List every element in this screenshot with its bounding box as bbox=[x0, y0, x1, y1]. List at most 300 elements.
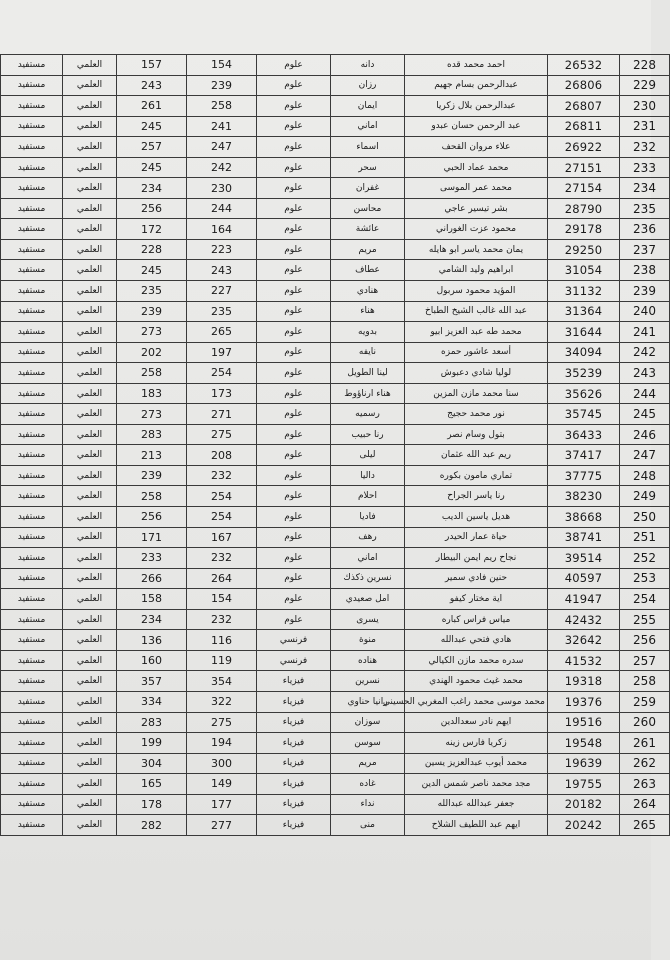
table-row bbox=[1, 733, 670, 754]
subject-cell: علوم bbox=[257, 239, 331, 260]
subject-score-cell: 116 bbox=[187, 630, 257, 651]
total-score-cell: 178 bbox=[117, 794, 187, 815]
student-name-cell: عبد الرحمن حسان عبدو bbox=[405, 116, 548, 137]
student-name-cell: أسعد عاشور حمزه bbox=[405, 342, 548, 363]
table-row bbox=[1, 445, 670, 466]
total-score-cell: 202 bbox=[117, 342, 187, 363]
status-cell: مستفيد bbox=[1, 712, 63, 733]
table-row bbox=[1, 753, 670, 774]
subject-score-cell: 235 bbox=[187, 301, 257, 322]
subject-score-cell: 227 bbox=[187, 281, 257, 302]
total-score-cell: 199 bbox=[117, 733, 187, 754]
sequence-number-cell: 239 bbox=[620, 281, 670, 302]
mother-name-cell: ايمان bbox=[331, 96, 405, 117]
subject-cell: علوم bbox=[257, 116, 331, 137]
status-cell: مستفيد bbox=[1, 630, 63, 651]
subject-score-cell: 208 bbox=[187, 445, 257, 466]
subject-cell: علوم bbox=[257, 404, 331, 425]
student-name-cell: نور محمد حجيج bbox=[405, 404, 548, 425]
table-row bbox=[1, 424, 670, 445]
mother-name-cell: محاسن bbox=[331, 198, 405, 219]
subject-score-cell: 264 bbox=[187, 568, 257, 589]
subject-score-cell: 149 bbox=[187, 774, 257, 795]
branch-cell: العلمي bbox=[63, 219, 117, 240]
exam-number-cell: 34094 bbox=[548, 342, 620, 363]
subject-score-cell: 254 bbox=[187, 486, 257, 507]
total-score-cell: 243 bbox=[117, 75, 187, 96]
mother-name-cell: رانيا حناوي bbox=[331, 691, 405, 712]
mother-name-cell: اسماء bbox=[331, 137, 405, 158]
total-score-cell: 245 bbox=[117, 116, 187, 137]
exam-number-cell: 32642 bbox=[548, 630, 620, 651]
subject-cell: فيزياء bbox=[257, 794, 331, 815]
mother-name-cell: هناء ارناؤوط bbox=[331, 383, 405, 404]
sequence-number-cell: 246 bbox=[620, 424, 670, 445]
branch-cell: العلمي bbox=[63, 691, 117, 712]
subject-score-cell: 167 bbox=[187, 527, 257, 548]
subject-cell: علوم bbox=[257, 322, 331, 343]
status-cell: مستفيد bbox=[1, 548, 63, 569]
subject-score-cell: 277 bbox=[187, 815, 257, 836]
total-score-cell: 304 bbox=[117, 753, 187, 774]
mother-name-cell: نسرين bbox=[331, 671, 405, 692]
subject-score-cell: 258 bbox=[187, 96, 257, 117]
exam-number-cell: 26807 bbox=[548, 96, 620, 117]
subject-score-cell: 173 bbox=[187, 383, 257, 404]
status-cell: مستفيد bbox=[1, 424, 63, 445]
student-name-cell: بتول وسام نصر bbox=[405, 424, 548, 445]
status-cell: مستفيد bbox=[1, 219, 63, 240]
mother-name-cell: عائشة bbox=[331, 219, 405, 240]
student-name-cell: هديل ياسين الديب bbox=[405, 507, 548, 528]
status-cell: مستفيد bbox=[1, 486, 63, 507]
branch-cell: العلمي bbox=[63, 589, 117, 610]
table-row bbox=[1, 178, 670, 199]
branch-cell: العلمي bbox=[63, 55, 117, 76]
subject-score-cell: 354 bbox=[187, 671, 257, 692]
mother-name-cell: ليلى bbox=[331, 445, 405, 466]
branch-cell: العلمي bbox=[63, 527, 117, 548]
exam-number-cell: 26811 bbox=[548, 116, 620, 137]
sequence-number-cell: 256 bbox=[620, 630, 670, 651]
mother-name-cell: فاديا bbox=[331, 507, 405, 528]
sequence-number-cell: 232 bbox=[620, 137, 670, 158]
status-cell: مستفيد bbox=[1, 383, 63, 404]
table-row bbox=[1, 75, 670, 96]
total-score-cell: 282 bbox=[117, 815, 187, 836]
subject-cell: علوم bbox=[257, 507, 331, 528]
subject-cell: علوم bbox=[257, 75, 331, 96]
student-name-cell: مياس فراس كباره bbox=[405, 609, 548, 630]
total-score-cell: 283 bbox=[117, 712, 187, 733]
status-cell: مستفيد bbox=[1, 322, 63, 343]
branch-cell: العلمي bbox=[63, 609, 117, 630]
exam-number-cell: 38668 bbox=[548, 507, 620, 528]
branch-cell: العلمي bbox=[63, 137, 117, 158]
subject-score-cell: 244 bbox=[187, 198, 257, 219]
subject-score-cell: 154 bbox=[187, 55, 257, 76]
sequence-number-cell: 264 bbox=[620, 794, 670, 815]
sequence-number-cell: 250 bbox=[620, 507, 670, 528]
mother-name-cell: دانه bbox=[331, 55, 405, 76]
table-row bbox=[1, 465, 670, 486]
exam-number-cell: 39514 bbox=[548, 548, 620, 569]
branch-cell: العلمي bbox=[63, 753, 117, 774]
total-score-cell: 266 bbox=[117, 568, 187, 589]
student-name-cell: يمان محمد ياسر ابو هايله bbox=[405, 239, 548, 260]
branch-cell: العلمي bbox=[63, 342, 117, 363]
subject-cell: علوم bbox=[257, 465, 331, 486]
exam-number-cell: 37775 bbox=[548, 465, 620, 486]
table-row bbox=[1, 404, 670, 425]
subject-score-cell: 197 bbox=[187, 342, 257, 363]
subject-cell: علوم bbox=[257, 589, 331, 610]
subject-score-cell: 247 bbox=[187, 137, 257, 158]
exam-number-cell: 42432 bbox=[548, 609, 620, 630]
branch-cell: العلمي bbox=[63, 465, 117, 486]
branch-cell: العلمي bbox=[63, 322, 117, 343]
mother-name-cell: اماني bbox=[331, 116, 405, 137]
subject-score-cell: 300 bbox=[187, 753, 257, 774]
total-score-cell: 213 bbox=[117, 445, 187, 466]
subject-score-cell: 265 bbox=[187, 322, 257, 343]
branch-cell: العلمي bbox=[63, 650, 117, 671]
table-row bbox=[1, 712, 670, 733]
sequence-number-cell: 238 bbox=[620, 260, 670, 281]
status-cell: مستفيد bbox=[1, 260, 63, 281]
branch-cell: العلمي bbox=[63, 260, 117, 281]
subject-score-cell: 275 bbox=[187, 424, 257, 445]
mother-name-cell: رزان bbox=[331, 75, 405, 96]
branch-cell: العلمي bbox=[63, 568, 117, 589]
student-name-cell: لوليا شادي دعبوش bbox=[405, 363, 548, 384]
student-name-cell: علاء مروان القحف bbox=[405, 137, 548, 158]
results-table bbox=[0, 54, 670, 836]
mother-name-cell: اماني bbox=[331, 548, 405, 569]
subject-score-cell: 177 bbox=[187, 794, 257, 815]
status-cell: مستفيد bbox=[1, 137, 63, 158]
total-score-cell: 171 bbox=[117, 527, 187, 548]
sequence-number-cell: 237 bbox=[620, 239, 670, 260]
mother-name-cell: منوة bbox=[331, 630, 405, 651]
subject-cell: فيزياء bbox=[257, 815, 331, 836]
exam-number-cell: 26806 bbox=[548, 75, 620, 96]
mother-name-cell: بدويه bbox=[331, 322, 405, 343]
exam-number-cell: 41947 bbox=[548, 589, 620, 610]
status-cell: مستفيد bbox=[1, 445, 63, 466]
sequence-number-cell: 258 bbox=[620, 671, 670, 692]
status-cell: مستفيد bbox=[1, 239, 63, 260]
student-name-cell: ايهم عبد اللطيف الشلاح bbox=[405, 815, 548, 836]
mother-name-cell: هناء bbox=[331, 301, 405, 322]
subject-cell: علوم bbox=[257, 281, 331, 302]
subject-score-cell: 322 bbox=[187, 691, 257, 712]
mother-name-cell: نسرين ذكذك bbox=[331, 568, 405, 589]
subject-score-cell: 119 bbox=[187, 650, 257, 671]
student-name-cell: سدره محمد مازن الكيالي bbox=[405, 650, 548, 671]
total-score-cell: 245 bbox=[117, 157, 187, 178]
subject-cell: علوم bbox=[257, 383, 331, 404]
sequence-number-cell: 263 bbox=[620, 774, 670, 795]
status-cell: مستفيد bbox=[1, 116, 63, 137]
subject-cell: فيزياء bbox=[257, 733, 331, 754]
status-cell: مستفيد bbox=[1, 404, 63, 425]
branch-cell: العلمي bbox=[63, 239, 117, 260]
branch-cell: العلمي bbox=[63, 774, 117, 795]
mother-name-cell: مريم bbox=[331, 239, 405, 260]
status-cell: مستفيد bbox=[1, 753, 63, 774]
exam-number-cell: 19318 bbox=[548, 671, 620, 692]
status-cell: مستفيد bbox=[1, 589, 63, 610]
subject-score-cell: 232 bbox=[187, 609, 257, 630]
table-row bbox=[1, 281, 670, 302]
sequence-number-cell: 230 bbox=[620, 96, 670, 117]
subject-score-cell: 154 bbox=[187, 589, 257, 610]
branch-cell: العلمي bbox=[63, 671, 117, 692]
mother-name-cell: امل صعيدي bbox=[331, 589, 405, 610]
subject-score-cell: 254 bbox=[187, 363, 257, 384]
sequence-number-cell: 260 bbox=[620, 712, 670, 733]
subject-score-cell: 230 bbox=[187, 178, 257, 199]
total-score-cell: 228 bbox=[117, 239, 187, 260]
mother-name-cell: عطاف bbox=[331, 260, 405, 281]
sequence-number-cell: 259 bbox=[620, 691, 670, 712]
student-name-cell: محمد غيث محمود الهندي bbox=[405, 671, 548, 692]
exam-number-cell: 35745 bbox=[548, 404, 620, 425]
total-score-cell: 233 bbox=[117, 548, 187, 569]
student-name-cell: احمد محمد قده bbox=[405, 55, 548, 76]
subject-cell: علوم bbox=[257, 178, 331, 199]
sequence-number-cell: 231 bbox=[620, 116, 670, 137]
exam-number-cell: 41532 bbox=[548, 650, 620, 671]
student-name-cell: محمد أيوب عبدالعزيز يسين bbox=[405, 753, 548, 774]
student-name-cell: نجاح ريم ايمن البيطار bbox=[405, 548, 548, 569]
branch-cell: العلمي bbox=[63, 157, 117, 178]
subject-cell: علوم bbox=[257, 260, 331, 281]
exam-number-cell: 29250 bbox=[548, 239, 620, 260]
mother-name-cell: رهف bbox=[331, 527, 405, 548]
branch-cell: العلمي bbox=[63, 363, 117, 384]
student-name-cell: محمد طه عبد العزيز ابيو bbox=[405, 322, 548, 343]
total-score-cell: 136 bbox=[117, 630, 187, 651]
table-row bbox=[1, 219, 670, 240]
mother-name-cell: منى bbox=[331, 815, 405, 836]
total-score-cell: 273 bbox=[117, 404, 187, 425]
status-cell: مستفيد bbox=[1, 671, 63, 692]
subject-score-cell: 164 bbox=[187, 219, 257, 240]
student-name-cell: تماري مامون بكوره bbox=[405, 465, 548, 486]
branch-cell: العلمي bbox=[63, 486, 117, 507]
table-row bbox=[1, 671, 670, 692]
sequence-number-cell: 254 bbox=[620, 589, 670, 610]
subject-cell: علوم bbox=[257, 55, 331, 76]
student-name-cell: محمد عمر الموسى bbox=[405, 178, 548, 199]
sequence-number-cell: 241 bbox=[620, 322, 670, 343]
branch-cell: العلمي bbox=[63, 424, 117, 445]
student-name-cell: عبدالرحمن بسام جهيم bbox=[405, 75, 548, 96]
status-cell: مستفيد bbox=[1, 774, 63, 795]
exam-number-cell: 35626 bbox=[548, 383, 620, 404]
subject-cell: علوم bbox=[257, 137, 331, 158]
student-name-cell: ابراهيم وليد الشامي bbox=[405, 260, 548, 281]
total-score-cell: 257 bbox=[117, 137, 187, 158]
subject-cell: علوم bbox=[257, 527, 331, 548]
table-row bbox=[1, 55, 670, 76]
exam-number-cell: 35239 bbox=[548, 363, 620, 384]
mother-name-cell: سوزان bbox=[331, 712, 405, 733]
exam-number-cell: 27151 bbox=[548, 157, 620, 178]
subject-cell: علوم bbox=[257, 445, 331, 466]
exam-number-cell: 27154 bbox=[548, 178, 620, 199]
student-name-cell: مجد محمد ناصر شمس الدين bbox=[405, 774, 548, 795]
sequence-number-cell: 243 bbox=[620, 363, 670, 384]
mother-name-cell: يسرى bbox=[331, 609, 405, 630]
exam-number-cell: 19516 bbox=[548, 712, 620, 733]
student-name-cell: زكريا فارس زينه bbox=[405, 733, 548, 754]
status-cell: مستفيد bbox=[1, 178, 63, 199]
mother-name-cell: غاده bbox=[331, 774, 405, 795]
total-score-cell: 258 bbox=[117, 363, 187, 384]
exam-number-cell: 26532 bbox=[548, 55, 620, 76]
table-row bbox=[1, 486, 670, 507]
branch-cell: العلمي bbox=[63, 75, 117, 96]
total-score-cell: 234 bbox=[117, 178, 187, 199]
student-name-cell: هادي فتحي عبدالله bbox=[405, 630, 548, 651]
total-score-cell: 273 bbox=[117, 322, 187, 343]
mother-name-cell: مريم bbox=[331, 753, 405, 774]
total-score-cell: 158 bbox=[117, 589, 187, 610]
exam-number-cell: 31054 bbox=[548, 260, 620, 281]
subject-score-cell: 232 bbox=[187, 465, 257, 486]
sequence-number-cell: 251 bbox=[620, 527, 670, 548]
student-name-cell: المؤيد محمود سربول bbox=[405, 281, 548, 302]
branch-cell: العلمي bbox=[63, 815, 117, 836]
subject-cell: فيزياء bbox=[257, 774, 331, 795]
sequence-number-cell: 247 bbox=[620, 445, 670, 466]
status-cell: مستفيد bbox=[1, 815, 63, 836]
sequence-number-cell: 234 bbox=[620, 178, 670, 199]
total-score-cell: 165 bbox=[117, 774, 187, 795]
exam-number-cell: 28790 bbox=[548, 198, 620, 219]
student-name-cell: بشر تيسير عاجي bbox=[405, 198, 548, 219]
subject-cell: علوم bbox=[257, 548, 331, 569]
student-name-cell: عبدالرحمن بلال زكريا bbox=[405, 96, 548, 117]
sequence-number-cell: 257 bbox=[620, 650, 670, 671]
subject-cell: فرنسي bbox=[257, 650, 331, 671]
student-name-cell: محمد موسى محمد راغب المغربي الحسيني bbox=[405, 691, 548, 712]
branch-cell: العلمي bbox=[63, 507, 117, 528]
branch-cell: العلمي bbox=[63, 383, 117, 404]
mother-name-cell: رسميه bbox=[331, 404, 405, 425]
table-row bbox=[1, 589, 670, 610]
status-cell: مستفيد bbox=[1, 507, 63, 528]
total-score-cell: 245 bbox=[117, 260, 187, 281]
sequence-number-cell: 233 bbox=[620, 157, 670, 178]
sequence-number-cell: 248 bbox=[620, 465, 670, 486]
subject-cell: علوم bbox=[257, 363, 331, 384]
exam-number-cell: 19548 bbox=[548, 733, 620, 754]
table-row bbox=[1, 609, 670, 630]
status-cell: مستفيد bbox=[1, 281, 63, 302]
table-row bbox=[1, 507, 670, 528]
student-name-cell: محمود عزت الغوراني bbox=[405, 219, 548, 240]
status-cell: مستفيد bbox=[1, 650, 63, 671]
exam-number-cell: 38741 bbox=[548, 527, 620, 548]
student-name-cell: ريم عبد الله عثمان bbox=[405, 445, 548, 466]
mother-name-cell: لينا الطويل bbox=[331, 363, 405, 384]
status-cell: مستفيد bbox=[1, 733, 63, 754]
subject-cell: علوم bbox=[257, 609, 331, 630]
exam-number-cell: 31644 bbox=[548, 322, 620, 343]
mother-name-cell: نداء bbox=[331, 794, 405, 815]
branch-cell: العلمي bbox=[63, 712, 117, 733]
subject-score-cell: 243 bbox=[187, 260, 257, 281]
sequence-number-cell: 244 bbox=[620, 383, 670, 404]
total-score-cell: 183 bbox=[117, 383, 187, 404]
sequence-number-cell: 261 bbox=[620, 733, 670, 754]
status-cell: مستفيد bbox=[1, 363, 63, 384]
student-name-cell: ايهم نادر سعدالدين bbox=[405, 712, 548, 733]
student-name-cell: سنا محمد مازن المزين bbox=[405, 383, 548, 404]
subject-cell: علوم bbox=[257, 157, 331, 178]
subject-cell: علوم bbox=[257, 424, 331, 445]
subject-score-cell: 239 bbox=[187, 75, 257, 96]
student-name-cell: رنا ياسر الجراح bbox=[405, 486, 548, 507]
sequence-number-cell: 255 bbox=[620, 609, 670, 630]
exam-number-cell: 29178 bbox=[548, 219, 620, 240]
subject-score-cell: 194 bbox=[187, 733, 257, 754]
status-cell: مستفيد bbox=[1, 157, 63, 178]
status-cell: مستفيد bbox=[1, 342, 63, 363]
total-score-cell: 256 bbox=[117, 198, 187, 219]
subject-cell: علوم bbox=[257, 198, 331, 219]
exam-number-cell: 36433 bbox=[548, 424, 620, 445]
exam-number-cell: 40597 bbox=[548, 568, 620, 589]
table-body bbox=[1, 55, 670, 836]
status-cell: مستفيد bbox=[1, 568, 63, 589]
status-cell: مستفيد bbox=[1, 96, 63, 117]
subject-score-cell: 232 bbox=[187, 548, 257, 569]
total-score-cell: 239 bbox=[117, 301, 187, 322]
subject-score-cell: 275 bbox=[187, 712, 257, 733]
branch-cell: العلمي bbox=[63, 794, 117, 815]
table-row bbox=[1, 691, 670, 712]
status-cell: مستفيد bbox=[1, 691, 63, 712]
exam-number-cell: 20242 bbox=[548, 815, 620, 836]
table-row bbox=[1, 260, 670, 281]
sequence-number-cell: 265 bbox=[620, 815, 670, 836]
exam-number-cell: 19376 bbox=[548, 691, 620, 712]
table-row bbox=[1, 157, 670, 178]
exam-number-cell: 37417 bbox=[548, 445, 620, 466]
sequence-number-cell: 240 bbox=[620, 301, 670, 322]
subject-cell: فيزياء bbox=[257, 753, 331, 774]
table-row bbox=[1, 239, 670, 260]
table-row bbox=[1, 568, 670, 589]
branch-cell: العلمي bbox=[63, 178, 117, 199]
exam-number-cell: 26922 bbox=[548, 137, 620, 158]
total-score-cell: 239 bbox=[117, 465, 187, 486]
total-score-cell: 357 bbox=[117, 671, 187, 692]
exam-number-cell: 19639 bbox=[548, 753, 620, 774]
subject-cell: فيزياء bbox=[257, 671, 331, 692]
mother-name-cell: سحر bbox=[331, 157, 405, 178]
status-cell: مستفيد bbox=[1, 794, 63, 815]
branch-cell: العلمي bbox=[63, 630, 117, 651]
mother-name-cell: غفران bbox=[331, 178, 405, 199]
mother-name-cell: رنا حبيب bbox=[331, 424, 405, 445]
branch-cell: العلمي bbox=[63, 301, 117, 322]
